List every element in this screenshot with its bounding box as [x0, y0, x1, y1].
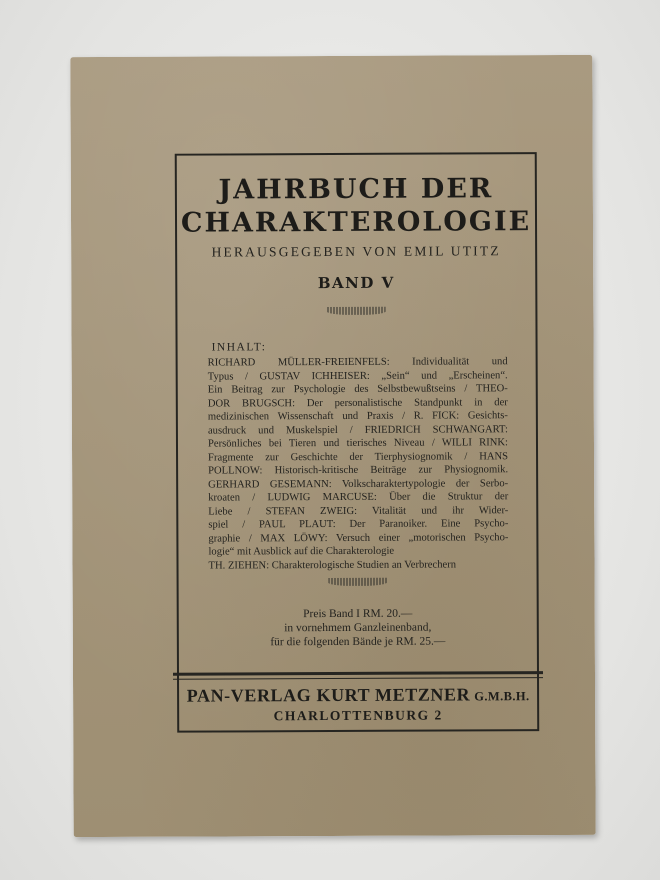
- book-cover: [70, 55, 595, 837]
- contents-line: TH. ZIEHEN: Charakterologische Studien an Verbrechern: [208, 558, 457, 572]
- price-block: [179, 606, 537, 650]
- price-line: in vornehmem Ganzleinenband,: [284, 621, 432, 635]
- publisher-city: CHARLOTTENBURG 2: [273, 707, 443, 724]
- contents-line: graphie / MAX LÖWY: Versuch einer „motorischen Psycho-: [208, 531, 509, 545]
- contents-line: Typus / GUSTAV ICHHEISER: „Sein“ und „Erscheinen“.: [207, 369, 508, 383]
- contents-line: Persönliches bei Tieren und tierisches Niveau / WILLI RINK:: [207, 437, 509, 450]
- title-line-1: JAHRBUCH DER: [218, 173, 494, 206]
- publisher-name: [179, 684, 537, 707]
- price-line: für die folgenden Bände je RM. 25.—: [270, 635, 446, 649]
- editor-line: HERAUSGEGEBEN VON EMIL UTITZ: [211, 243, 501, 260]
- contents-line: Ein Beitrag zur Psychologie des Selbstbewußtseins / THEO-: [207, 383, 508, 396]
- double-rule: [173, 671, 543, 680]
- price-line: Preis Band I RM. 20.—: [303, 607, 413, 621]
- contents-line: Liebe / STEFAN ZWEIG: Vitalität und ihr Wider-: [208, 504, 509, 518]
- contents-line: ausdruck und Muskelspiel / FRIEDRICH SCHWANGART:: [207, 423, 508, 437]
- contents-line: logie“ mit Ausblick auf die Charakterologie: [208, 545, 395, 558]
- title-line-2: CHARAKTEROLOGIE: [180, 206, 532, 239]
- contents-line: GERHARD GESEMANN: Volkscharaktertypologie der Serbo-: [208, 477, 509, 491]
- contents-line: spiel / PAUL PLAUT: Der Paranoiker. Eine Psycho-: [208, 518, 509, 531]
- contents-line: DOR BRUGSCH: Der personalistische Standpunkt in der: [207, 396, 508, 410]
- contents-list: [208, 355, 509, 572]
- publisher-suffix: G.M.B.H.: [474, 689, 530, 704]
- contents-line: kroaten / LUDWIG MARCUSE: Über die Struktur der: [208, 491, 509, 504]
- volume-label: BAND V: [317, 273, 395, 293]
- contents-line: RICHARD MÜLLER-FREIENFELS: Individualität und: [207, 356, 508, 369]
- ornament-divider-top: [327, 307, 385, 315]
- contents-line: Fragmente zur Geschichte der Tierphysiognomik / HANS: [208, 450, 509, 464]
- ornament-divider-bottom: [329, 578, 387, 586]
- publisher-main: PAN-VERLAG KURT METZNER: [186, 684, 471, 706]
- contents-heading: INHALT:: [211, 341, 267, 354]
- contents-line: POLLNOW: Historisch-kritische Beiträge zur Physiognomik.: [208, 464, 509, 477]
- cover-frame: [175, 152, 540, 733]
- contents-line: medizinischen Wissenschaft und Praxis / R. FICK: Gesichts-: [207, 410, 508, 423]
